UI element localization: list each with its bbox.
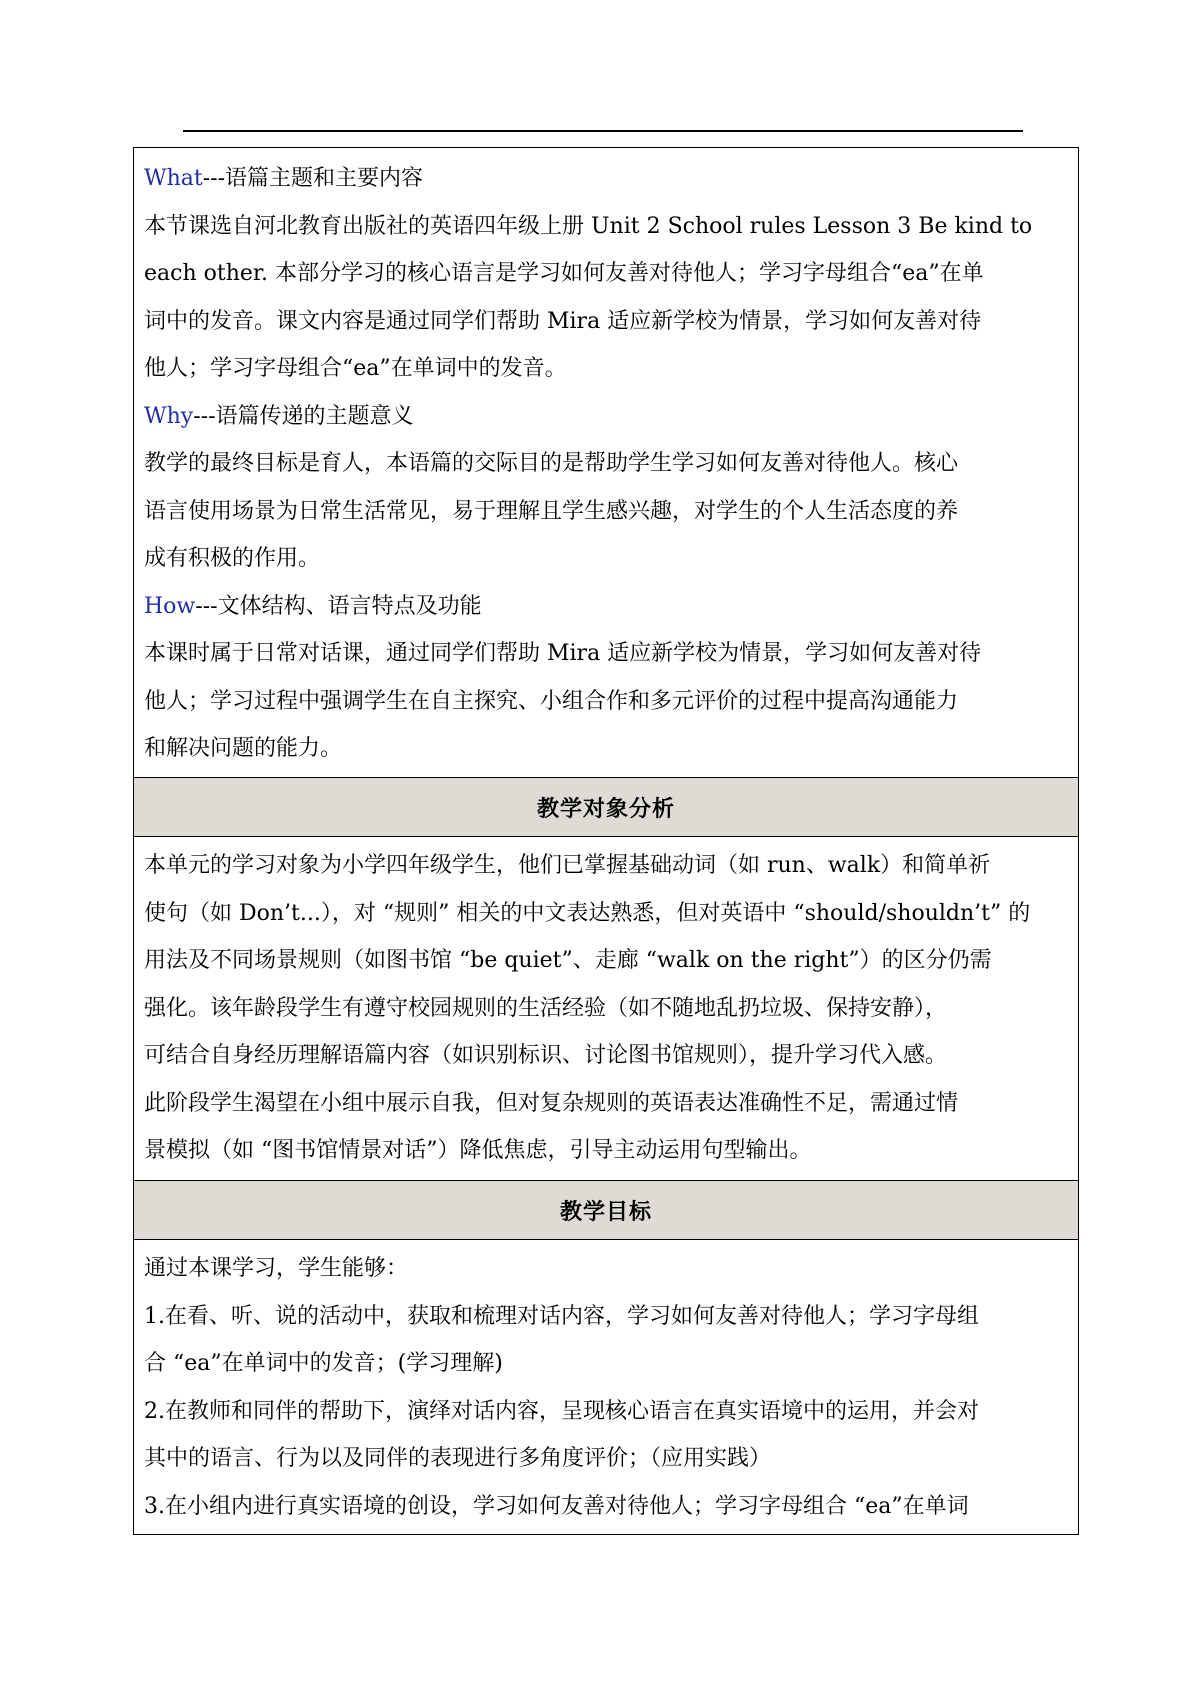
- text-analysis-cell: [134, 148, 1078, 777]
- what-title: ---语篇主题和主要内容: [202, 166, 424, 191]
- student-analysis-line: 用法及不同场景规则（如图书馆 “be quiet”、走廊 “walk on the right”）的区分仍需: [144, 948, 992, 973]
- lesson-plan-table: [133, 147, 1079, 1535]
- student-analysis-line: 此阶段学生渴望在小组中展示自我，但对复杂规则的英语表达准确性不足，需通过情: [144, 1090, 959, 1116]
- student-analysis-line: 强化。该年龄段学生有遵守校园规则的生活经验（如不随地乱扔垃圾、保持安静），: [144, 995, 948, 1021]
- student-analysis-heading: 教学对象分析: [134, 777, 1078, 836]
- what-heading: [144, 155, 1068, 203]
- student-analysis-line: 景模拟（如 “图书馆情景对话”）降低焦虑，引导主动运用句型输出。: [144, 1138, 812, 1163]
- why-heading: [144, 393, 1068, 441]
- why-line: 教学的最终目标是育人，本语篇的交际目的是帮助学生学习如何友善对待他人。核心: [144, 451, 959, 476]
- student-analysis-line: 本单元的学习对象为小学四年级学生，他们已掌握基础动词（如 run、walk）和简单祈: [144, 853, 991, 878]
- objectives-heading: 教学目标: [134, 1180, 1078, 1239]
- why-line: 语言使用场景为日常生活常见，易于理解且学生感兴趣，对学生的个人生活态度的养: [144, 498, 959, 524]
- objectives-line: 2.在教师和同伴的帮助下，演绎对话内容，呈现核心语言在真实语境中的运用，并会对: [144, 1398, 979, 1424]
- what-line: 他人；学习字母组合“ea”在单词中的发音。: [144, 356, 567, 381]
- objectives-line: 合 “ea”在单词中的发音；(学习理解): [144, 1351, 503, 1376]
- why-keyword: Why: [144, 403, 194, 429]
- how-line: 和解决问题的能力。: [144, 736, 343, 761]
- how-title: ---文体结构、语言特点及功能: [195, 593, 482, 619]
- what-keyword: What: [144, 166, 203, 191]
- student-analysis-cell: [134, 836, 1078, 1180]
- how-line: 他人；学习过程中强调学生在自主探究、小组合作和多元评价的过程中提高沟通能力: [144, 688, 959, 714]
- how-heading: [144, 583, 1068, 631]
- objectives-line: 3.在小组内进行真实语境的创设，学习如何友善对待他人；学习字母组合 “ea”在单词: [144, 1493, 969, 1519]
- how-keyword: How: [144, 593, 196, 619]
- student-analysis-line: 可结合自身经历理解语篇内容（如识别标识、讨论图书馆规则），提升学习代入感。: [144, 1043, 948, 1068]
- header-rule: [183, 130, 1023, 132]
- why-line: 成有积极的作用。: [144, 546, 321, 571]
- objectives-line: 其中的语言、行为以及同伴的表现进行多角度评价；（应用实践）: [144, 1446, 772, 1471]
- what-line: 词中的发音。课文内容是通过同学们帮助 Mira 适应新学校为情景，学习如何友善对待: [144, 308, 982, 334]
- what-line: 本节课选自河北教育出版社的英语四年级上册 Unit 2 School rules Lesson 3 Be kind to: [144, 213, 1033, 239]
- what-line: each other. 本部分学习的核心语言是学习如何友善对待他人；学习字母组合“ea”在单: [144, 261, 984, 286]
- objectives-line: 通过本课学习，学生能够：: [144, 1256, 409, 1281]
- why-title: ---语篇传递的主题意义: [193, 403, 414, 429]
- student-analysis-line: 使句（如 Don’t...），对 “规则” 相关的中文表达熟悉，但对英语中 “should/shouldn’t” 的: [144, 900, 1031, 926]
- how-line: 本课时属于日常对话课，通过同学们帮助 Mira 适应新学校为情景，学习如何友善对待: [144, 641, 982, 666]
- objectives-line: 1.在看、听、说的活动中，获取和梳理对话内容，学习如何友善对待他人；学习字母组: [144, 1303, 979, 1329]
- objectives-cell: [134, 1239, 1078, 1534]
